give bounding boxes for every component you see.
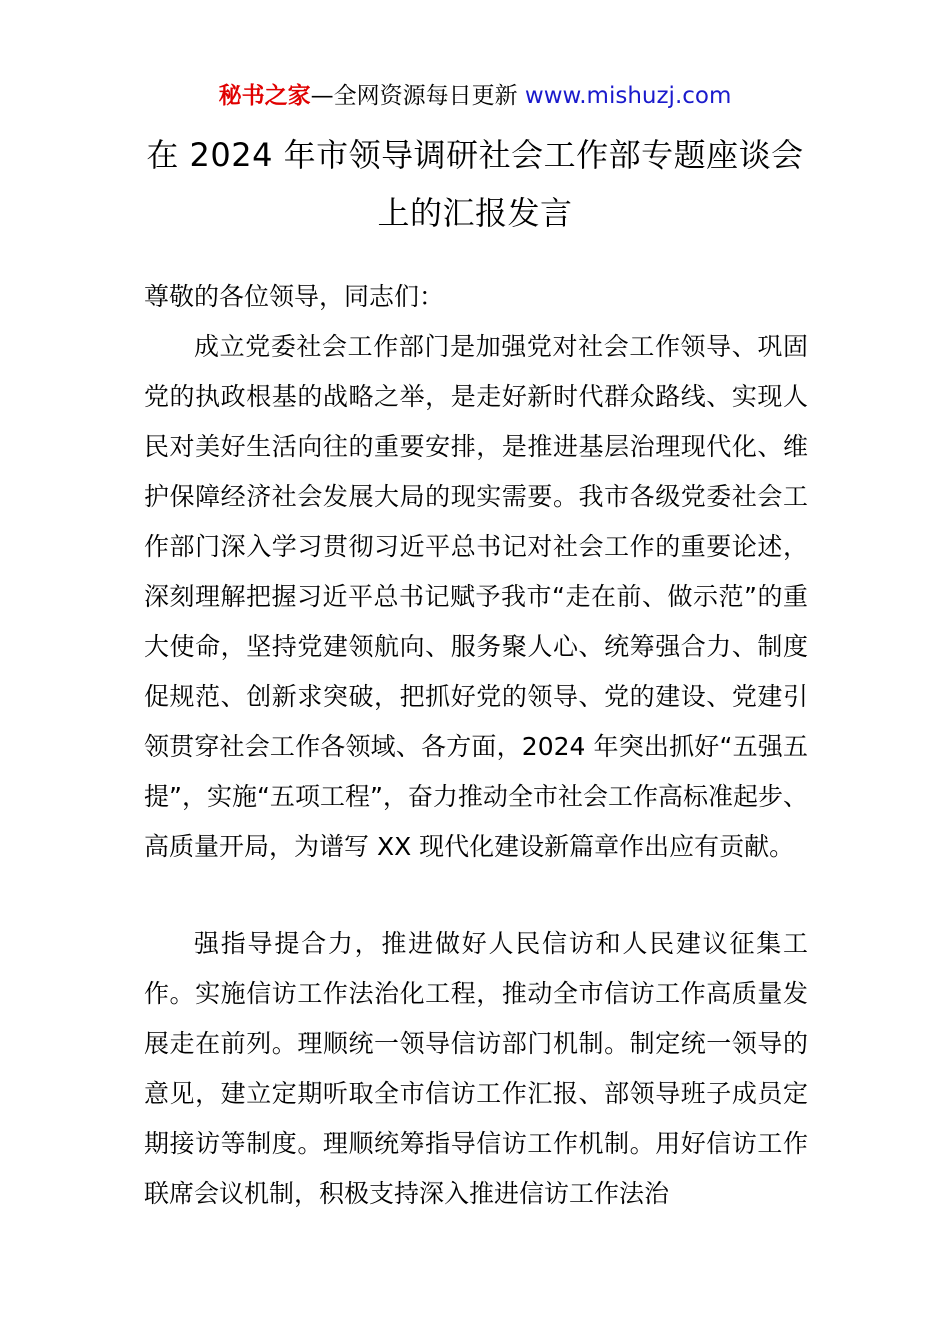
site-name: 秘书之家 (218, 83, 311, 109)
body-paragraph: 强指导提合力，推进做好人民信访和人民建议征集工作。实施信访工作法治化工程，推动全市信访工作高质量发展走在前列。理顺统一领导信访部门机制。制定统一领导的意见，建立定期听取全市信访工作汇报、部领导班子成员定期接访等制度。理顺统筹指导信访工作机制。用好信访工作联席会议机制，积极支持深入推进信访工作法治 (144, 929, 808, 1208)
site-header (0, 80, 950, 112)
body-paragraph: 成立党委社会工作部门是加强党对社会工作领导、巩固党的执政根基的战略之举，是走好新时代群众路线、实现人民对美好生活向往的重要安排，是推进基层治理现代化、维护保障经济社会发展大局的现实需要。我市各级党委社会工作部门深入学习贯彻习近平总书记对社会工作的重要论述，深刻理解把握习近平总书记赋予我市“走在前、做示范”的重大使命，坚持党建领航向、服务聚人心、统筹强合力、制度促规范、创新求突破，把抓好党的领导、党的建设、党建引领贯穿社会工作各领域、各方面，2024 年突出抓好“五强五提”，实施“五项工程”，奋力推动全市社会工作高标准起步、高质量开局，为谱写 XX 现代化建设新篇章作出应有贡献。 (144, 332, 808, 861)
site-tagline: —全网资源每日更新 (310, 83, 525, 109)
document-title: 在 2024 年市领导调研社会工作部专题座谈会上的汇报发言 (146, 136, 804, 232)
salutation: 尊敬的各位领导，同志们： (144, 282, 445, 311)
site-url-link[interactable]: www.mishuzj.com (524, 83, 732, 109)
